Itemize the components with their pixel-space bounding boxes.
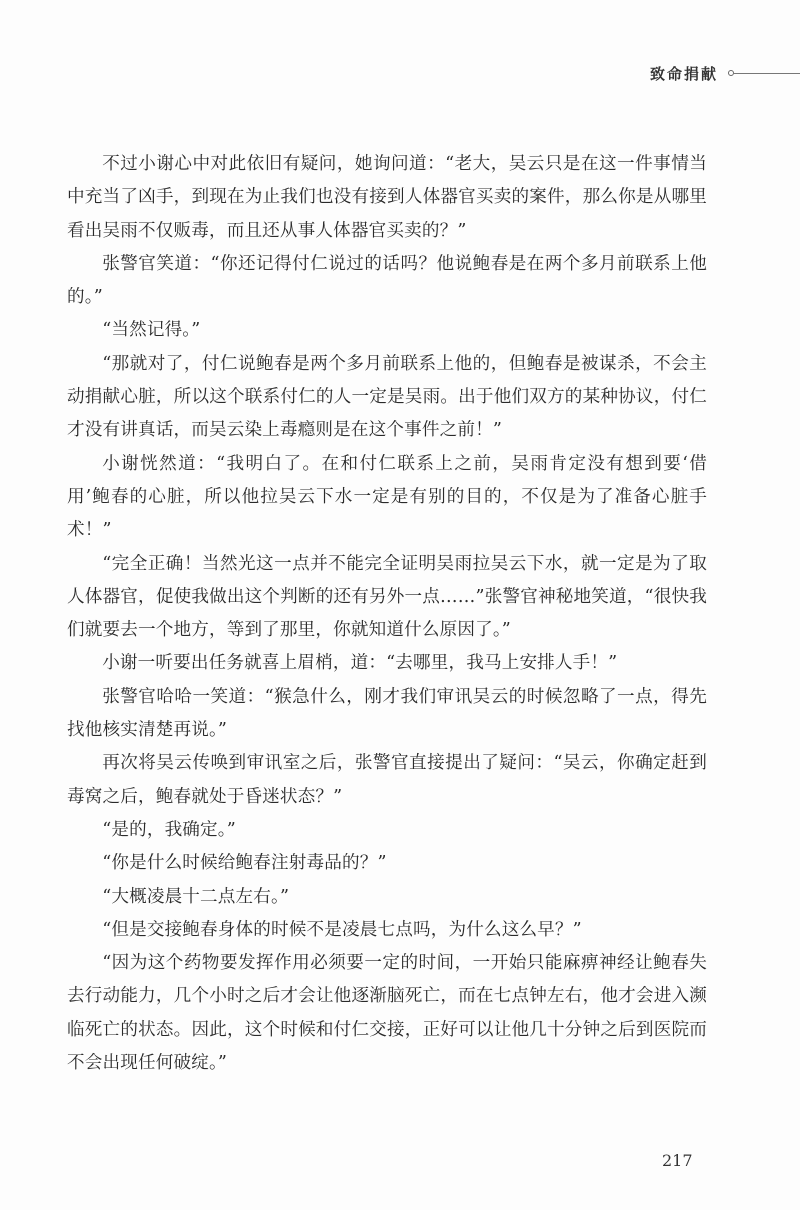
body-text — [67, 148, 707, 1080]
paragraph: “你是什么时候给鲍春注射毒品的？” — [102, 853, 387, 874]
header-rule-ornament — [728, 70, 800, 76]
paragraph: “完全正确！当然光这一点并不能完全证明吴雨拉吴云下水，就一定是为了取人体器官，促使我做出这个判断的还有另外一点……”张警官神秘地笑道，“很快我们就要去一个地方，等到了那里，你就知道什么原因了。” — [67, 553, 707, 641]
header-rule-line — [734, 73, 800, 74]
paragraph: “但是交接鲍春身体的时候不是凌晨七点吗，为什么这么早？” — [102, 919, 582, 940]
paragraph: “那就对了，付仁说鲍春是两个多月前联系上他的，但鲍春是被谋杀，不会主动捐献心脏，所以这个联系付仁的人一定是吴雨。出于他们双方的某种协议，付仁才没有讲真话，而吴云染上毒瘾则是在这个事件之前！” — [67, 353, 707, 441]
paragraph: “大概凌晨十二点左右。” — [102, 886, 290, 907]
paragraph: 再次将吴云传唤到审讯室之后，张警官直接提出了疑问：“吴云，你确定赶到毒窝之后，鲍春就处于昏迷状态？” — [67, 753, 707, 807]
paragraph: 张警官笑道：“你还记得付仁说过的话吗？他说鲍春是在两个多月前联系上他的。” — [67, 253, 707, 308]
paragraph: 小谢恍然道：“我明白了。在和付仁联系上之前，吴雨肯定没有想到要‘借用’鲍春的心脏，所以他拉吴云下水一定是有别的目的，不仅是为了准备心脏手术！” — [67, 453, 707, 541]
paragraph: 张警官哈哈一笑道：“猴急什么，刚才我们审讯吴云的时候忽略了一点，得先找他核实清楚再说。” — [67, 686, 707, 741]
running-header — [650, 62, 800, 84]
paragraph: 不过小谢心中对此依旧有疑问，她询问道：“老大，吴云只是在这一件事情当中充当了凶手，到现在为止我们也没有接到人体器官买卖的案件，那么你是从哪里看出吴雨不仅贩毒，而且还从事人体器官买卖的？” — [67, 154, 707, 241]
paragraph: “因为这个药物要发挥作用必须要一定的时间，一开始只能麻痹神经让鲍春失去行动能力，几个小时之后才会让他逐渐脑死亡，而在七点钟左右，他才会进入濒临死亡的状态。因此，这个时候和付仁交接，正好可以让他几十分钟之后到医院而不会出现任何破绽。” — [67, 953, 707, 1074]
paragraph: “当然记得。” — [102, 320, 201, 341]
running-header-title: 致命捐献 — [649, 64, 718, 83]
paragraph: “是的，我确定。” — [102, 819, 236, 840]
paragraph: 小谢一听要出任务就喜上眉梢，道：“去哪里，我马上安排人手！” — [102, 653, 618, 674]
page-number: 217 — [662, 1151, 693, 1170]
